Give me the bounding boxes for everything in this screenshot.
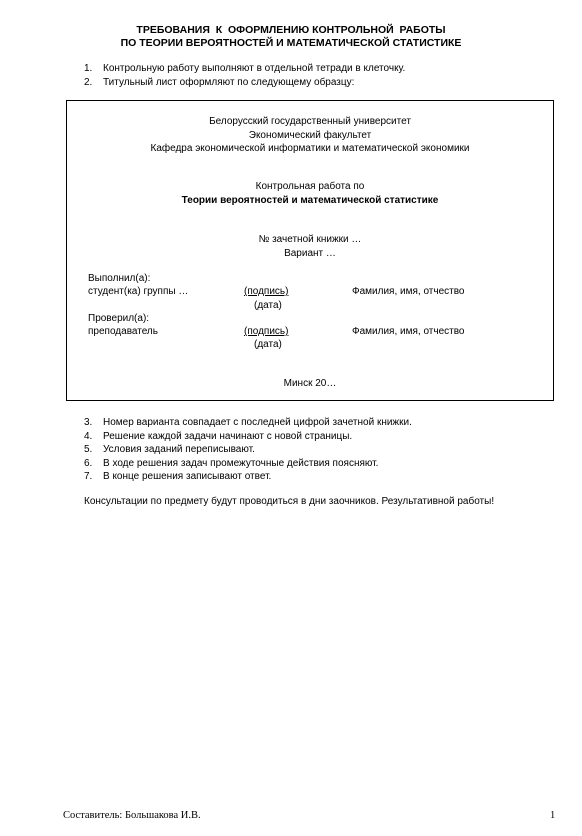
list-item [84, 430, 412, 444]
list-item-text: Контрольную работу выполняют в отдельной тетради в клеточку. [103, 63, 406, 74]
list-item [84, 470, 412, 484]
teacher-label: преподаватель [88, 326, 158, 337]
work-title-block [67, 180, 553, 207]
performed-by-label: Выполнил(а): [88, 273, 151, 284]
variant-number: Вариант … [284, 247, 336, 259]
list-item-number: 7. [84, 471, 93, 482]
title-line-2: ПО ТЕОРИИ ВЕРОЯТНОСТЕЙ И МАТЕМАТИЧЕСКОЙ СТАТИСТИКЕ [120, 37, 462, 49]
consultation-note: Консультации по предмету будут проводиться в дни заочников. Результативной работы! [84, 496, 495, 507]
checked-by-label: Проверил(а): [88, 313, 150, 324]
list-item-text: В конце решения записывают ответ. [103, 471, 272, 482]
faculty-name: Экономический факультет [248, 129, 372, 141]
date-label: (дата) [254, 300, 282, 311]
requirements-list-top [84, 62, 405, 89]
list-item-number: 6. [84, 457, 93, 469]
institution-block [67, 115, 553, 156]
list-item-text: В ходе решения задач промежуточные действия поясняют. [103, 457, 379, 469]
list-item [84, 62, 405, 76]
list-item [84, 76, 405, 90]
student-group-label: студент(ка) группы … [88, 286, 189, 297]
page-number: 1 [550, 810, 556, 821]
document-title [0, 24, 582, 50]
title-page-sample-box [66, 100, 554, 401]
signature-label: (подпись) [244, 286, 289, 297]
title-line-1: ТРЕБОВАНИЯ К ОФОРМЛЕНИЮ КОНТРОЛЬНОЙ РАБОТЫ [136, 24, 446, 36]
footer-author: Составитель: Большакова И.В. [63, 810, 201, 821]
list-item-number: 5. [84, 444, 93, 455]
list-item [84, 443, 412, 457]
record-book-number: № зачетной книжки … [258, 234, 362, 245]
full-name-label: Фамилия, имя, отчество [352, 286, 465, 297]
list-item-text: Условия заданий переписывают. [103, 444, 255, 455]
subject-name: Теории вероятностей и математической статистике [181, 194, 439, 206]
work-type: Контрольная работа по [255, 181, 365, 192]
list-item-number: 3. [84, 417, 93, 428]
requirements-list-bottom [84, 416, 412, 484]
signature-label: (подпись) [244, 326, 289, 337]
department-name: Кафедра экономической информатики и математической экономики [150, 143, 470, 154]
list-item [84, 457, 412, 471]
list-item-text: Решение каждой задачи начинают с новой страницы. [103, 430, 353, 442]
date-label: (дата) [254, 339, 282, 350]
full-name-label: Фамилия, имя, отчество [352, 326, 465, 337]
list-item-text: Номер варианта совпадает с последней цифрой зачетной книжки. [103, 417, 412, 428]
list-item-number: 1. [84, 63, 93, 74]
list-item-number: 4. [84, 430, 93, 442]
city-year [67, 377, 553, 391]
university-name: Белорусский государственный университет [209, 116, 411, 127]
city-year-text: Минск 20… [283, 378, 337, 389]
list-item-number: 2. [84, 76, 93, 88]
list-item [84, 416, 412, 430]
record-block [67, 233, 553, 260]
list-item-text: Титульный лист оформляют по следующему образцу: [103, 76, 355, 88]
